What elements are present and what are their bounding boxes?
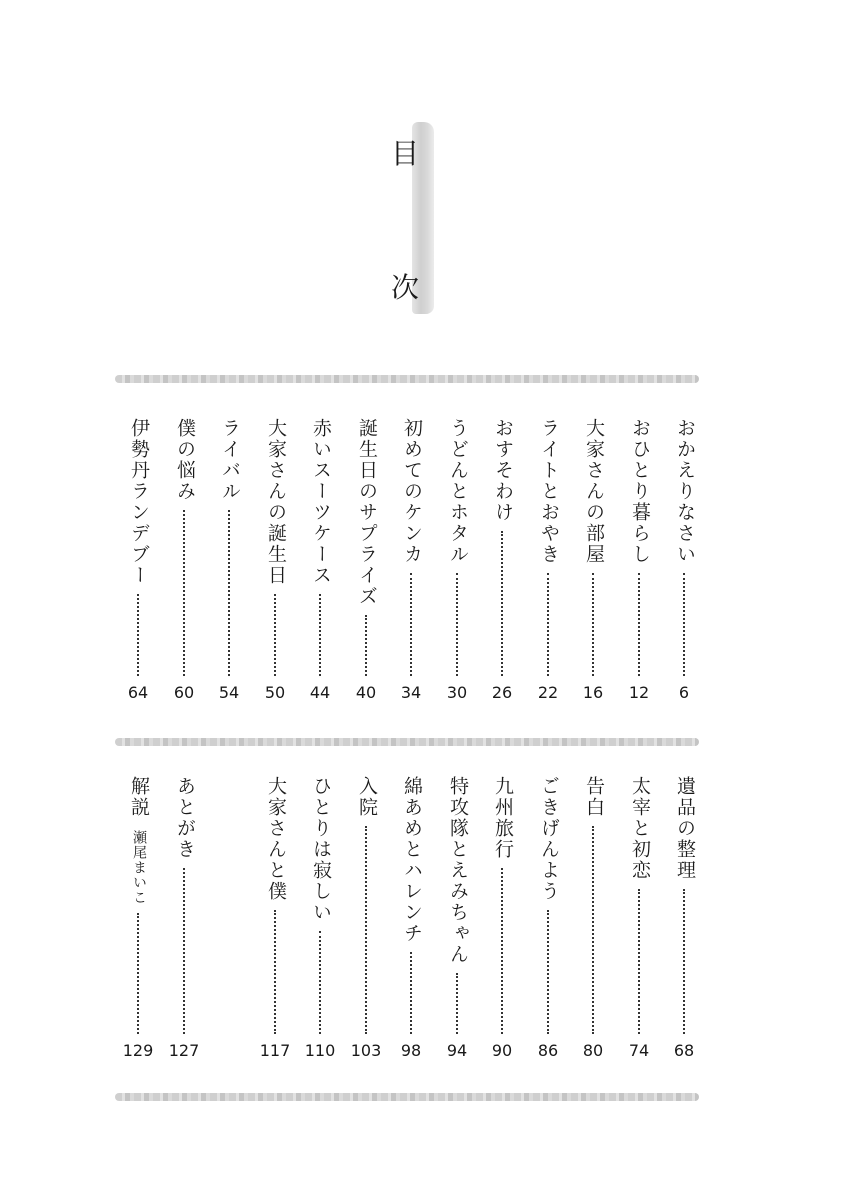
toc-leader-dots bbox=[638, 573, 640, 676]
toc-page-number: 54 bbox=[218, 683, 240, 702]
toc-page-number: 40 bbox=[355, 683, 377, 702]
toc-entry-title: 特攻隊とえみちゃん bbox=[447, 776, 469, 965]
toc-leader-dots bbox=[410, 952, 412, 1034]
toc-entry-title: ひとりは寂しい bbox=[310, 776, 332, 923]
toc-leader-dots bbox=[274, 594, 276, 676]
toc-entry-title: 入院 bbox=[356, 776, 378, 818]
toc-entry-title: 大家さんの部屋 bbox=[583, 418, 605, 565]
toc-entry-title: 初めてのケンカ bbox=[401, 418, 423, 565]
toc-entry[interactable] bbox=[168, 418, 202, 502]
toc-entry-title: 大家さんの誕生日 bbox=[265, 418, 287, 586]
toc-entry-title: 僕の悩み bbox=[174, 418, 196, 502]
toc-page-number: 50 bbox=[264, 683, 286, 702]
toc-entry[interactable] bbox=[259, 776, 293, 902]
toc-entry-title: 遺品の整理 bbox=[674, 776, 696, 881]
toc-entry[interactable] bbox=[668, 418, 702, 565]
toc-entry[interactable] bbox=[532, 418, 566, 565]
toc-page-number: 44 bbox=[309, 683, 331, 702]
toc-page-number: 64 bbox=[127, 683, 149, 702]
toc-entry[interactable] bbox=[168, 776, 202, 860]
toc-page-number: 127 bbox=[168, 1041, 200, 1060]
toc-entry-title: 九州旅行 bbox=[492, 776, 514, 860]
toc-entry[interactable] bbox=[259, 418, 293, 586]
toc-entry-title: おすそわけ bbox=[492, 418, 514, 523]
toc-page-number: 22 bbox=[537, 683, 559, 702]
toc-leader-dots bbox=[137, 913, 139, 1034]
toc-entry[interactable] bbox=[577, 776, 611, 818]
toc-entry-title: ライトとおやき bbox=[538, 418, 560, 565]
toc-entry-title: 告白 bbox=[583, 776, 605, 818]
toc-entry-title: 太宰と初恋 bbox=[629, 776, 651, 881]
toc-page-number: 74 bbox=[628, 1041, 650, 1060]
toc-leader-dots bbox=[501, 868, 503, 1034]
brush-divider-middle bbox=[115, 738, 699, 746]
toc-entry[interactable] bbox=[304, 776, 338, 923]
toc-page-number: 30 bbox=[446, 683, 468, 702]
toc-leader-dots bbox=[638, 889, 640, 1034]
toc-page-number: 98 bbox=[400, 1041, 422, 1060]
toc-entry[interactable] bbox=[441, 418, 475, 565]
toc-leader-dots bbox=[683, 889, 685, 1034]
toc-entry[interactable] bbox=[350, 418, 384, 607]
brush-divider-bottom bbox=[115, 1093, 699, 1101]
toc-leader-dots bbox=[319, 594, 321, 676]
toc-entry[interactable] bbox=[395, 418, 429, 565]
toc-entry[interactable] bbox=[122, 418, 156, 586]
toc-page-number: 80 bbox=[582, 1041, 604, 1060]
toc-leader-dots bbox=[228, 510, 230, 676]
toc-leader-dots bbox=[137, 594, 139, 676]
toc-leader-dots bbox=[365, 615, 367, 676]
toc-leader-dots bbox=[501, 531, 503, 676]
page-title-char-1: 目 bbox=[390, 137, 419, 170]
toc-page-number: 103 bbox=[350, 1041, 382, 1060]
toc-entry-title: 伊勢丹ランデブー bbox=[128, 418, 150, 586]
brush-divider-top bbox=[115, 375, 699, 383]
toc-page-number: 110 bbox=[304, 1041, 336, 1060]
toc-page-number: 86 bbox=[537, 1041, 559, 1060]
toc-entry[interactable] bbox=[668, 776, 702, 881]
toc-leader-dots bbox=[683, 573, 685, 676]
toc-page-number: 129 bbox=[122, 1041, 154, 1060]
toc-page-number: 94 bbox=[446, 1041, 468, 1060]
toc-entry-title: 綿あめとハレンチ bbox=[401, 776, 423, 944]
toc-entry[interactable] bbox=[395, 776, 429, 944]
toc-leader-dots bbox=[365, 826, 367, 1034]
toc-entry[interactable] bbox=[122, 776, 156, 905]
toc-entry-title: おかえりなさい bbox=[674, 418, 696, 565]
toc-page-number: 34 bbox=[400, 683, 422, 702]
toc-page-number: 60 bbox=[173, 683, 195, 702]
toc-leader-dots bbox=[547, 910, 549, 1034]
toc-leader-dots bbox=[410, 573, 412, 676]
toc-entry-title: 誕生日のサプライズ bbox=[356, 418, 378, 607]
toc-leader-dots bbox=[592, 573, 594, 676]
toc-page-number: 12 bbox=[628, 683, 650, 702]
toc-leader-dots bbox=[183, 510, 185, 676]
toc-entry[interactable] bbox=[532, 776, 566, 902]
toc-entry-title: おひとり暮らし bbox=[629, 418, 651, 565]
toc-entry-title: 解説 bbox=[128, 776, 150, 818]
page-title-char-2: 次 bbox=[390, 271, 419, 304]
toc-entry-title: あとがき bbox=[174, 776, 196, 860]
toc-entry-title: ライバル bbox=[219, 418, 241, 502]
toc-entry[interactable] bbox=[577, 418, 611, 565]
toc-leader-dots bbox=[456, 573, 458, 676]
toc-leader-dots bbox=[319, 931, 321, 1034]
toc-leader-dots bbox=[547, 573, 549, 676]
toc-entry[interactable] bbox=[441, 776, 475, 965]
toc-page-number: 117 bbox=[259, 1041, 291, 1060]
toc-entry[interactable] bbox=[623, 418, 657, 565]
toc-page-number: 6 bbox=[678, 683, 690, 702]
toc-page-number: 16 bbox=[582, 683, 604, 702]
toc-leader-dots bbox=[592, 826, 594, 1034]
toc-entry-title: ごきげんよう bbox=[538, 776, 560, 902]
toc-page-number: 68 bbox=[673, 1041, 695, 1060]
toc-entry[interactable] bbox=[350, 776, 384, 818]
toc-leader-dots bbox=[183, 868, 185, 1034]
toc-entry[interactable] bbox=[213, 418, 247, 502]
toc-entry[interactable] bbox=[304, 418, 338, 586]
toc-entry-title: 大家さんと僕 bbox=[265, 776, 287, 902]
toc-leader-dots bbox=[456, 973, 458, 1034]
toc-page-number: 90 bbox=[491, 1041, 513, 1060]
toc-leader-dots bbox=[274, 910, 276, 1034]
toc-entry[interactable] bbox=[486, 776, 520, 860]
toc-entry[interactable] bbox=[486, 418, 520, 523]
toc-page-number: 26 bbox=[491, 683, 513, 702]
toc-entry-title: 赤いスーツケース bbox=[310, 418, 332, 586]
toc-entry-subtitle: 瀬尾まいこ bbox=[131, 830, 147, 905]
toc-entry-title: うどんとホタル bbox=[447, 418, 469, 565]
toc-entry[interactable] bbox=[623, 776, 657, 881]
